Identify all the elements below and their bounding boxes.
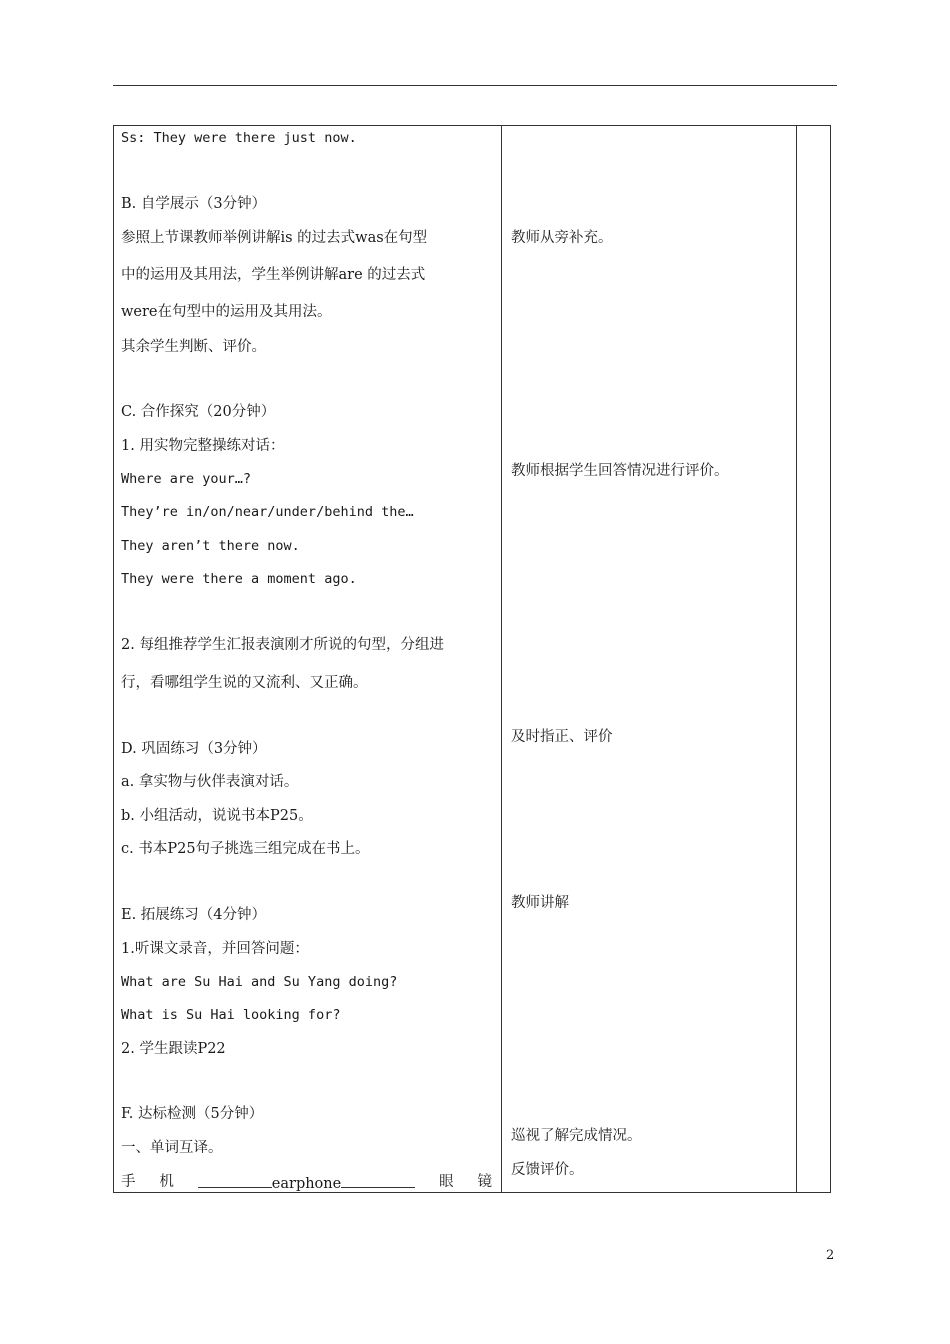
lesson-line: They’re in/on/near/under/behind the…: [121, 504, 414, 520]
fill-word: earphone: [271, 1176, 342, 1192]
lesson-line: Ss: They were there just now.: [121, 130, 357, 146]
lesson-line: E. 拓展练习（4分钟）: [121, 907, 267, 923]
teacher-note: 巡视了解完成情况。: [511, 1128, 642, 1144]
lesson-line: 1. 用实物完整操练对话：: [121, 438, 285, 454]
lesson-line: Where are your…?: [121, 471, 252, 487]
lesson-line: C. 合作探究（20分钟）: [121, 404, 276, 420]
lesson-line: D. 巩固练习（3分钟）: [121, 741, 267, 757]
answer-blank: [341, 1173, 415, 1188]
lesson-line: c. 书本P25句子挑选三组完成在书上。: [121, 841, 370, 857]
column-divider: [796, 126, 797, 1192]
fill-word: 手: [121, 1174, 136, 1190]
teacher-note: 反馈评价。: [511, 1162, 584, 1178]
lesson-line: What are Su Hai and Su Yang doing?: [121, 974, 398, 990]
teacher-note: 及时指正、评价: [511, 729, 613, 745]
fill-word: 机: [159, 1174, 174, 1190]
teacher-note: 教师讲解: [511, 895, 569, 911]
word-translation-row: [121, 1173, 492, 1193]
lesson-line: 2. 学生跟读P22: [121, 1041, 226, 1057]
lesson-line: were在句型中的运用及其用法。: [121, 304, 332, 320]
lesson-line: They aren’t there now.: [121, 538, 300, 554]
lesson-line: They were there a moment ago.: [121, 571, 357, 587]
lesson-table: [113, 125, 831, 1193]
lesson-line: 其余学生判断、评价。: [121, 339, 266, 355]
lesson-line: 行，看哪组学生说的又流利、又正确。: [121, 675, 368, 691]
page-number: 2: [826, 1248, 835, 1263]
lesson-line: 中的运用及其用法，学生举例讲解are 的过去式: [121, 267, 426, 283]
lesson-line: 参照上节课教师举例讲解is 的过去式was在句型: [121, 230, 428, 246]
lesson-line: b. 小组活动，说说书本P25。: [121, 808, 313, 824]
lesson-line: a. 拿实物与伙伴表演对话。: [121, 774, 299, 790]
lesson-line: 一、单词互译。: [121, 1140, 223, 1156]
lesson-line: F. 达标检测（5分钟）: [121, 1106, 264, 1122]
header-rule: [113, 85, 837, 86]
teacher-note: 教师根据学生回答情况进行评价。: [511, 463, 729, 479]
teacher-note: 教师从旁补充。: [511, 230, 613, 246]
lesson-line: 2. 每组推荐学生汇报表演刚才所说的句型，分组进: [121, 637, 444, 653]
answer-blank: [198, 1173, 272, 1188]
column-divider: [501, 126, 502, 1192]
fill-word: 眼: [439, 1174, 454, 1190]
lesson-line: 1.听课文录音，并回答问题：: [121, 941, 309, 957]
lesson-line: B. 自学展示（3分钟）: [121, 196, 267, 212]
fill-word: 镜: [477, 1174, 492, 1190]
lesson-line: What is Su Hai looking for?: [121, 1007, 341, 1023]
